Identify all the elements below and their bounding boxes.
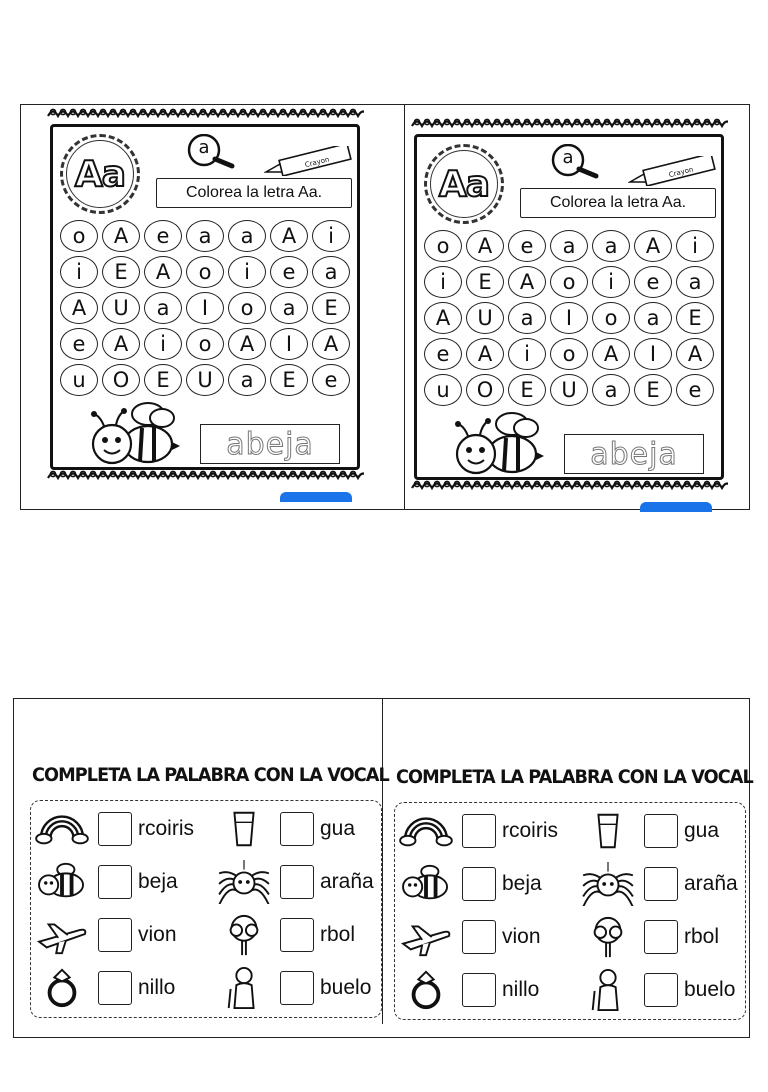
letter-cell[interactable]: i xyxy=(676,230,714,262)
word-fragment: nillo xyxy=(502,978,540,1001)
letter-cell[interactable]: u xyxy=(60,364,98,396)
exercise-item xyxy=(216,910,355,960)
magnifier-icon xyxy=(184,134,236,174)
word-fragment: buelo xyxy=(684,978,736,1001)
letter-cell[interactable]: A xyxy=(676,338,714,370)
letter-cell[interactable]: A xyxy=(466,338,504,370)
letter-cell[interactable]: I xyxy=(550,302,588,334)
letter-grid xyxy=(424,230,714,406)
letter-cell[interactable]: O xyxy=(466,374,504,406)
vowel-answer-box[interactable] xyxy=(280,812,314,846)
grandfather-icon xyxy=(216,966,272,1010)
letter-cell[interactable]: o xyxy=(186,328,224,360)
letter-cell[interactable]: i xyxy=(60,256,98,288)
exercise-row xyxy=(394,806,746,856)
letter-cell[interactable]: o xyxy=(228,292,266,324)
exercise-item xyxy=(216,963,371,1013)
word-fragment: buelo xyxy=(320,976,372,999)
letter-cell[interactable]: a xyxy=(228,364,266,396)
letter-cell[interactable]: E xyxy=(312,292,350,324)
word-fragment: rcoiris xyxy=(138,817,194,840)
letter-cell[interactable]: i xyxy=(592,266,630,298)
blue-tab xyxy=(280,492,352,502)
letter-cell[interactable]: o xyxy=(186,256,224,288)
letter-cell[interactable]: e xyxy=(144,220,182,252)
magnifier-letter: a xyxy=(562,147,574,168)
letter-cell[interactable]: A xyxy=(592,338,630,370)
spider-icon xyxy=(580,862,636,906)
exercise-item xyxy=(580,859,738,909)
top-table-divider xyxy=(404,104,405,510)
crayon-label: Crayon xyxy=(304,155,331,170)
letter-cell[interactable]: i xyxy=(508,338,546,370)
letter-cell[interactable]: o xyxy=(550,338,588,370)
tree-icon xyxy=(216,913,272,957)
trace-word-box: abeja xyxy=(200,424,340,464)
vowel-answer-box[interactable] xyxy=(98,918,132,952)
letter-cell[interactable]: a xyxy=(144,292,182,324)
letter-cell[interactable]: a xyxy=(592,374,630,406)
vowel-answer-box[interactable] xyxy=(462,814,496,848)
vowel-answer-box[interactable] xyxy=(280,865,314,899)
magnifier-icon xyxy=(548,144,600,184)
rainbow-icon xyxy=(398,809,454,853)
letter-cell[interactable]: i xyxy=(144,328,182,360)
exercise-row xyxy=(30,804,382,854)
letter-grid xyxy=(60,220,350,396)
letter-cell[interactable]: A xyxy=(634,230,672,262)
letter-cell[interactable]: e xyxy=(424,338,462,370)
exercise-row xyxy=(30,963,382,1013)
letter-cell[interactable]: i xyxy=(424,266,462,298)
letter-cell[interactable]: e xyxy=(270,256,308,288)
bee-icon xyxy=(454,410,546,486)
magnifier-letter: a xyxy=(198,137,210,158)
airplane-icon xyxy=(34,913,90,957)
bee-icon xyxy=(398,862,454,906)
word-fragment: nillo xyxy=(138,976,176,999)
water-glass-icon xyxy=(216,807,272,851)
letter-cell[interactable]: A xyxy=(102,328,140,360)
letter-cell[interactable]: A xyxy=(466,230,504,262)
letter-cell[interactable]: A xyxy=(60,292,98,324)
rainbow-icon xyxy=(34,807,90,851)
crayon-icon xyxy=(264,146,354,180)
letter-cell[interactable]: a xyxy=(634,302,672,334)
letter-worksheet-right xyxy=(408,118,728,508)
top-curl-border xyxy=(408,118,728,134)
trace-word-box: abeja xyxy=(564,434,704,474)
letter-cell[interactable]: a xyxy=(508,302,546,334)
letter-cell[interactable]: i xyxy=(312,220,350,252)
vowel-answer-box[interactable] xyxy=(644,814,678,848)
exercise-row xyxy=(394,859,746,909)
word-fragment: araña xyxy=(320,870,374,893)
exercise-item xyxy=(398,912,541,962)
word-fragment: beja xyxy=(502,872,542,895)
exercise-row xyxy=(394,912,746,962)
letter-cell[interactable]: a xyxy=(228,220,266,252)
letter-cell[interactable]: U xyxy=(102,292,140,324)
exercise-item xyxy=(34,963,175,1013)
vowel-answer-box[interactable] xyxy=(98,812,132,846)
letter-cell[interactable]: U xyxy=(550,374,588,406)
exercise-row xyxy=(30,857,382,907)
word-fragment: rbol xyxy=(320,923,356,946)
letter-cell[interactable]: a xyxy=(312,256,350,288)
exercise-item xyxy=(398,806,558,856)
bee-icon xyxy=(90,400,182,476)
letter-cell[interactable]: o xyxy=(60,220,98,252)
top-curl-border xyxy=(44,108,364,124)
letter-cell[interactable]: I xyxy=(634,338,672,370)
letter-cell[interactable]: o xyxy=(550,266,588,298)
exercise-item xyxy=(216,857,374,907)
exercise-item xyxy=(398,859,542,909)
vowel-answer-box[interactable] xyxy=(280,918,314,952)
letter-badge xyxy=(424,144,504,224)
letter-cell[interactable]: E xyxy=(270,364,308,396)
vowel-answer-box[interactable] xyxy=(462,973,496,1007)
letter-cell[interactable]: o xyxy=(424,230,462,262)
bee-icon xyxy=(34,860,90,904)
worksheet-heading: COMPLETA LA PALABRA CON LA VOCAL xyxy=(396,766,753,788)
letter-cell[interactable]: A xyxy=(270,220,308,252)
blue-tab xyxy=(640,502,712,512)
letter-cell[interactable]: E xyxy=(508,374,546,406)
vowel-answer-box[interactable] xyxy=(462,867,496,901)
letter-cell[interactable]: e xyxy=(634,266,672,298)
exercise-item xyxy=(34,804,194,854)
letter-cell[interactable]: E xyxy=(634,374,672,406)
letter-cell[interactable]: a xyxy=(270,292,308,324)
letter-cell[interactable]: a xyxy=(676,266,714,298)
ring-icon xyxy=(34,966,90,1010)
crayon-icon xyxy=(628,156,718,190)
vowel-answer-box[interactable] xyxy=(644,973,678,1007)
letter-cell[interactable]: A xyxy=(424,302,462,334)
letter-cell[interactable]: O xyxy=(102,364,140,396)
letter-cell[interactable]: I xyxy=(270,328,308,360)
letter-cell[interactable]: u xyxy=(424,374,462,406)
vowel-answer-box[interactable] xyxy=(462,920,496,954)
letter-cell[interactable]: U xyxy=(186,364,224,396)
letter-cell[interactable]: A xyxy=(228,328,266,360)
tree-icon xyxy=(580,915,636,959)
vowel-answer-box[interactable] xyxy=(644,867,678,901)
word-fragment: rcoiris xyxy=(502,819,558,842)
exercise-row xyxy=(30,910,382,960)
vowel-answer-box[interactable] xyxy=(98,865,132,899)
exercise-item xyxy=(580,912,719,962)
letter-cell[interactable]: E xyxy=(102,256,140,288)
vowel-answer-box[interactable] xyxy=(98,971,132,1005)
exercise-item xyxy=(398,965,539,1015)
exercise-item xyxy=(34,910,177,960)
letter-cell[interactable]: e xyxy=(508,230,546,262)
letter-cell[interactable]: E xyxy=(144,364,182,396)
letter-cell[interactable]: A xyxy=(144,256,182,288)
exercise-row xyxy=(394,965,746,1015)
grandfather-icon xyxy=(580,968,636,1012)
exercise-item xyxy=(34,857,178,907)
word-fragment: araña xyxy=(684,872,738,895)
instruction-banner: Colorea la letra Aa. xyxy=(520,188,716,218)
letter-cell[interactable]: e xyxy=(60,328,98,360)
letter-cell[interactable]: a xyxy=(186,220,224,252)
exercise-item xyxy=(580,965,735,1015)
water-glass-icon xyxy=(580,809,636,853)
vowel-worksheet-right xyxy=(394,766,754,1092)
letter-badge xyxy=(60,134,140,214)
vowel-answer-box[interactable] xyxy=(644,920,678,954)
letter-cell[interactable]: e xyxy=(312,364,350,396)
crayon-label: Crayon xyxy=(668,165,695,180)
letter-cell[interactable]: i xyxy=(228,256,266,288)
ring-icon xyxy=(398,968,454,1012)
exercise-item xyxy=(580,806,719,856)
badge-letters: Aa xyxy=(430,150,498,218)
word-fragment: vion xyxy=(502,925,541,948)
letter-cell[interactable]: E xyxy=(676,302,714,334)
worksheet-heading: COMPLETA LA PALABRA CON LA VOCAL xyxy=(32,764,389,786)
instruction-banner: Colorea la letra Aa. xyxy=(156,178,352,208)
letter-cell[interactable]: A xyxy=(312,328,350,360)
letter-cell[interactable]: I xyxy=(186,292,224,324)
letter-cell[interactable]: E xyxy=(466,266,504,298)
word-fragment: gua xyxy=(684,819,720,842)
word-fragment: gua xyxy=(320,817,356,840)
badge-letters: Aa xyxy=(66,140,134,208)
spider-icon xyxy=(216,860,272,904)
letter-cell[interactable]: A xyxy=(508,266,546,298)
letter-cell[interactable]: A xyxy=(102,220,140,252)
letter-cell[interactable]: e xyxy=(676,374,714,406)
letter-cell[interactable]: o xyxy=(592,302,630,334)
word-fragment: beja xyxy=(138,870,178,893)
word-fragment: rbol xyxy=(684,925,720,948)
vowel-worksheet-left xyxy=(30,764,390,1090)
letter-cell[interactable]: U xyxy=(466,302,504,334)
exercise-item xyxy=(216,804,355,854)
letter-worksheet-left xyxy=(44,108,364,498)
letter-cell[interactable]: a xyxy=(550,230,588,262)
letter-cell[interactable]: a xyxy=(592,230,630,262)
word-fragment: vion xyxy=(138,923,177,946)
airplane-icon xyxy=(398,915,454,959)
vowel-answer-box[interactable] xyxy=(280,971,314,1005)
